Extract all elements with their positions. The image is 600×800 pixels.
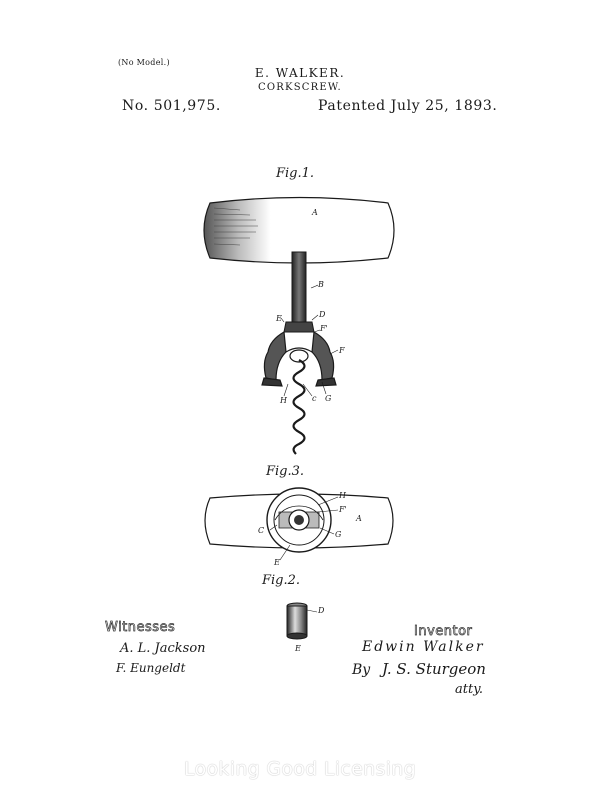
fig1-worm: [294, 360, 305, 454]
watermark-text: Looking Good Licensing: [184, 758, 416, 780]
patent-date: Patented July 25, 1893.: [318, 98, 498, 114]
ref-fig1-A: A: [312, 208, 318, 217]
ref-fig3-A: A: [356, 514, 362, 523]
fig3-label: Fig.3.: [266, 464, 305, 479]
attorney-signature: J. S. Sturgeon: [382, 660, 486, 678]
ref-fig1-H: H: [280, 396, 287, 405]
fig2-detail: [287, 603, 307, 639]
ref-fig1-D: D: [319, 310, 326, 319]
no-model-note: (No Model.): [118, 58, 170, 67]
fig2-label: Fig.2.: [262, 573, 301, 588]
witness-signature-1: A. L. Jackson: [120, 641, 206, 656]
inventor-heading: E. WALKER.: [254, 66, 346, 80]
ref-fig2-D: D: [318, 606, 325, 615]
ref-fig3-C: C: [258, 526, 265, 535]
ref-fig1-B: B: [318, 280, 324, 289]
fig1-collar: [284, 322, 314, 332]
ref-fig3-F1: F': [339, 505, 347, 514]
ref-fig3-G: G: [335, 530, 342, 539]
invention-title: CORKSCREW.: [258, 82, 342, 93]
atty-label: atty.: [455, 682, 483, 697]
ref-fig2-E: E: [295, 644, 301, 653]
witness-signature-2: F. Eungeldt: [116, 661, 186, 675]
by-label: By: [352, 662, 371, 678]
fig1-frame: [262, 332, 336, 386]
ref-fig1-F: F: [339, 346, 345, 355]
patent-number: No. 501,975.: [122, 98, 221, 114]
ref-fig3-H: H: [339, 491, 346, 500]
ref-fig1-c: c: [312, 394, 317, 403]
fig3-top-view: [205, 488, 393, 552]
ref-fig1-E: E: [276, 314, 282, 323]
inventor-signature: Edwin Walker: [362, 639, 485, 655]
witnesses-title: Witnesses: [105, 620, 176, 635]
ref-fig1-G: G: [325, 394, 332, 403]
ref-fig1-F1: F': [320, 324, 328, 333]
inventor-title: Inventor: [414, 624, 473, 639]
ref-fig3-E: E: [274, 558, 280, 567]
fig1-label: Fig.1.: [276, 166, 315, 181]
fig1-shaft: [292, 252, 306, 322]
